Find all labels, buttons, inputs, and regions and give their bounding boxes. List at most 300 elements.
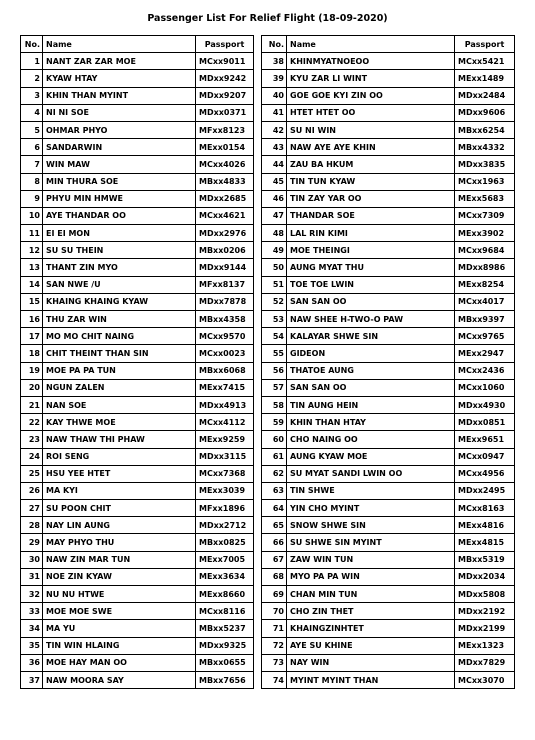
passenger-name: NAN SOE (43, 396, 196, 413)
table-row (262, 671, 515, 688)
table-row (21, 70, 254, 87)
passenger-number: 62 (262, 465, 287, 482)
passenger-name: MYO PA PA WIN (287, 568, 455, 585)
table-row (262, 637, 515, 654)
table-row (262, 225, 515, 242)
passport-number: MExx3902 (455, 225, 515, 242)
table-row (262, 396, 515, 413)
passenger-table-left (20, 35, 254, 689)
header-passport: Passport (455, 36, 515, 53)
passenger-number: 26 (21, 482, 43, 499)
passenger-name: NAY LIN AUNG (43, 517, 196, 534)
table-row (21, 259, 254, 276)
passenger-number: 44 (262, 156, 287, 173)
table-row (21, 345, 254, 362)
passenger-number: 25 (21, 465, 43, 482)
passport-number: MDxx4913 (196, 396, 254, 413)
passport-number: MCxx9684 (455, 242, 515, 259)
header-name: Name (43, 36, 196, 53)
passport-number: MExx9651 (455, 431, 515, 448)
passport-number: MBxx7656 (196, 671, 254, 688)
passenger-number: 65 (262, 517, 287, 534)
passenger-name: NAW SHEE H-TWO-O PAW (287, 311, 455, 328)
table-row (21, 242, 254, 259)
passport-number: MBxx4833 (196, 173, 254, 190)
passenger-number: 35 (21, 637, 43, 654)
table-row (262, 70, 515, 87)
passenger-name: KHIN THAN HTAY (287, 414, 455, 431)
passenger-name: CHO NAING OO (287, 431, 455, 448)
passport-number: MCxx4621 (196, 207, 254, 224)
passenger-name: CHO ZIN THET (287, 603, 455, 620)
passport-number: MCxx4112 (196, 414, 254, 431)
passenger-name: KHAINGZINHTET (287, 620, 455, 637)
passenger-number: 52 (262, 293, 287, 310)
passenger-name: ROI SENG (43, 448, 196, 465)
passenger-name: HTET HTET OO (287, 104, 455, 121)
table-row (262, 586, 515, 603)
passenger-number: 43 (262, 139, 287, 156)
table-row (21, 121, 254, 138)
passport-number: MBxx4332 (455, 139, 515, 156)
table-row (21, 431, 254, 448)
passenger-name: KHIN THAN MYINT (43, 87, 196, 104)
table-row (21, 156, 254, 173)
passenger-name: OHMAR PHYO (43, 121, 196, 138)
table-row (21, 293, 254, 310)
passport-number: MCxx3070 (455, 671, 515, 688)
passport-number: MDxx9144 (196, 259, 254, 276)
passenger-number: 59 (262, 414, 287, 431)
document-title: Passenger List For Relief Flight (18-09-2020) (147, 13, 388, 24)
passport-number: MExx8254 (455, 276, 515, 293)
passport-number: MExx1489 (455, 70, 515, 87)
passport-number: MDxx5808 (455, 586, 515, 603)
table-row (21, 190, 254, 207)
table-row (262, 190, 515, 207)
passenger-number: 28 (21, 517, 43, 534)
passenger-name: HSU YEE HTET (43, 465, 196, 482)
passenger-number: 53 (262, 311, 287, 328)
table-row (262, 259, 515, 276)
passport-number: MBxx0825 (196, 534, 254, 551)
passenger-name: TIN AUNG HEIN (287, 396, 455, 413)
table-row (21, 276, 254, 293)
passenger-name: MOE PA PA TUN (43, 362, 196, 379)
table-row (262, 121, 515, 138)
passport-number: MCxx1060 (455, 379, 515, 396)
header-no: No. (21, 36, 43, 53)
passenger-number: 73 (262, 654, 287, 671)
passport-number: MDxx4930 (455, 396, 515, 413)
passport-number: MBxx6254 (455, 121, 515, 138)
table-row (21, 517, 254, 534)
table-row (262, 276, 515, 293)
passport-number: MDxx3115 (196, 448, 254, 465)
passenger-number: 38 (262, 53, 287, 70)
passport-number: MExx9259 (196, 431, 254, 448)
passenger-name: THANT ZIN MYO (43, 259, 196, 276)
passport-number: MBxx9397 (455, 311, 515, 328)
table-row (21, 225, 254, 242)
table-row (262, 242, 515, 259)
table-row (262, 534, 515, 551)
passenger-name: EI EI MON (43, 225, 196, 242)
passport-number: MDxx9606 (455, 104, 515, 121)
table-row (21, 500, 254, 517)
table-row (21, 104, 254, 121)
passport-number: MDxx3835 (455, 156, 515, 173)
passport-number: MExx0154 (196, 139, 254, 156)
passenger-name: NOE ZIN KYAW (43, 568, 196, 585)
passport-number: MExx8660 (196, 586, 254, 603)
passenger-name: SAN NWE /U (43, 276, 196, 293)
table-row (262, 379, 515, 396)
passport-number: MCxx4026 (196, 156, 254, 173)
passenger-number: 21 (21, 396, 43, 413)
passport-number: MExx3634 (196, 568, 254, 585)
passenger-number: 9 (21, 190, 43, 207)
passenger-number: 54 (262, 328, 287, 345)
table-row (262, 345, 515, 362)
passenger-number: 34 (21, 620, 43, 637)
passport-number: MBxx6068 (196, 362, 254, 379)
passport-number: MBxx5237 (196, 620, 254, 637)
passenger-name: TOE TOE LWIN (287, 276, 455, 293)
table-row (262, 139, 515, 156)
passenger-name: NAW ZIN MAR TUN (43, 551, 196, 568)
passport-number: MDxx2199 (455, 620, 515, 637)
table-row (262, 448, 515, 465)
passenger-name: CHAN MIN TUN (287, 586, 455, 603)
passenger-number: 64 (262, 500, 287, 517)
table-row (21, 568, 254, 585)
passport-number: MFxx8137 (196, 276, 254, 293)
passenger-number: 50 (262, 259, 287, 276)
table-row (262, 500, 515, 517)
table-row (21, 482, 254, 499)
passenger-number: 47 (262, 207, 287, 224)
passenger-number: 70 (262, 603, 287, 620)
passport-number: MExx2947 (455, 345, 515, 362)
passenger-number: 22 (21, 414, 43, 431)
passenger-name: KHINMYATNOEOO (287, 53, 455, 70)
table-row (262, 104, 515, 121)
table-row (21, 654, 254, 671)
passenger-number: 36 (21, 654, 43, 671)
passenger-number: 23 (21, 431, 43, 448)
passenger-number: 51 (262, 276, 287, 293)
passenger-number: 15 (21, 293, 43, 310)
passenger-name: AUNG KYAW MOE (287, 448, 455, 465)
passenger-name: AYE SU KHINE (287, 637, 455, 654)
passenger-number: 72 (262, 637, 287, 654)
passport-number: MDxx9207 (196, 87, 254, 104)
passenger-name: AUNG MYAT THU (287, 259, 455, 276)
passenger-number: 31 (21, 568, 43, 585)
passenger-number: 61 (262, 448, 287, 465)
table-row (21, 465, 254, 482)
passenger-number: 2 (21, 70, 43, 87)
passenger-number: 13 (21, 259, 43, 276)
passport-number: MDxx7829 (455, 654, 515, 671)
passenger-number: 10 (21, 207, 43, 224)
table-row (262, 328, 515, 345)
passport-number: MExx4815 (455, 534, 515, 551)
table-row (262, 654, 515, 671)
passport-number: MCxx8163 (455, 500, 515, 517)
table-row (262, 156, 515, 173)
table-row (21, 586, 254, 603)
passenger-number: 56 (262, 362, 287, 379)
passport-number: MCxx0023 (196, 345, 254, 362)
table-row (21, 379, 254, 396)
passenger-name: SU NI WIN (287, 121, 455, 138)
passport-number: MDxx2712 (196, 517, 254, 534)
passport-number: MExx5683 (455, 190, 515, 207)
passenger-number: 37 (21, 671, 43, 688)
passenger-number: 18 (21, 345, 43, 362)
table-row (21, 139, 254, 156)
passenger-name: KALAYAR SHWE SIN (287, 328, 455, 345)
passenger-number: 58 (262, 396, 287, 413)
passport-number: MDxx9242 (196, 70, 254, 87)
passport-number: MCxx8116 (196, 603, 254, 620)
passenger-name: NGUN ZALEN (43, 379, 196, 396)
passport-number: MBxx0206 (196, 242, 254, 259)
passenger-name: TIN TUN KYAW (287, 173, 455, 190)
passenger-number: 4 (21, 104, 43, 121)
passport-number: MDxx2484 (455, 87, 515, 104)
passenger-name: THANDAR SOE (287, 207, 455, 224)
passenger-name: TIN SHWE (287, 482, 455, 499)
table-row (262, 482, 515, 499)
passenger-name: KYU ZAR LI WINT (287, 70, 455, 87)
passport-number: MExx4816 (455, 517, 515, 534)
passenger-name: SNOW SHWE SIN (287, 517, 455, 534)
passport-number: MExx7005 (196, 551, 254, 568)
table-row (21, 551, 254, 568)
passenger-number: 1 (21, 53, 43, 70)
passenger-number: 69 (262, 586, 287, 603)
passenger-name: SU SU THEIN (43, 242, 196, 259)
table-row (21, 620, 254, 637)
passenger-name: MYINT MYINT THAN (287, 671, 455, 688)
passenger-name: TIN ZAY YAR OO (287, 190, 455, 207)
passenger-name: NAW MOORA SAY (43, 671, 196, 688)
passport-number: MExx3039 (196, 482, 254, 499)
passenger-name: MOE HAY MAN OO (43, 654, 196, 671)
table-row (21, 87, 254, 104)
passenger-name: SU POON CHIT (43, 500, 196, 517)
table-row (21, 311, 254, 328)
passenger-number: 71 (262, 620, 287, 637)
passenger-number: 39 (262, 70, 287, 87)
passenger-number: 12 (21, 242, 43, 259)
passenger-number: 74 (262, 671, 287, 688)
passenger-name: MAY PHYO THU (43, 534, 196, 551)
passenger-name: THU ZAR WIN (43, 311, 196, 328)
passport-number: MCxx4956 (455, 465, 515, 482)
passenger-name: CHIT THEINT THAN SIN (43, 345, 196, 362)
passenger-number: 24 (21, 448, 43, 465)
passenger-name: THATOE AUNG (287, 362, 455, 379)
passenger-number: 67 (262, 551, 287, 568)
passport-number: MCxx5421 (455, 53, 515, 70)
header-name: Name (287, 36, 455, 53)
passenger-name: YIN CHO MYINT (287, 500, 455, 517)
header-no: No. (262, 36, 287, 53)
passport-number: MDxx2192 (455, 603, 515, 620)
passenger-name: MA KYI (43, 482, 196, 499)
passenger-number: 6 (21, 139, 43, 156)
passenger-number: 30 (21, 551, 43, 568)
passenger-name: AYE THANDAR OO (43, 207, 196, 224)
passenger-number: 63 (262, 482, 287, 499)
passenger-name: MO MO CHIT NAING (43, 328, 196, 345)
passport-number: MDxx2495 (455, 482, 515, 499)
passport-number: MDxx8986 (455, 259, 515, 276)
passport-number: MDxx0851 (455, 414, 515, 431)
passenger-number: 49 (262, 242, 287, 259)
passenger-name: WIN MAW (43, 156, 196, 173)
passport-number: MBxx4358 (196, 311, 254, 328)
table-row (262, 173, 515, 190)
passenger-number: 48 (262, 225, 287, 242)
passenger-number: 60 (262, 431, 287, 448)
passenger-name: MIN THURA SOE (43, 173, 196, 190)
table-row (262, 293, 515, 310)
passport-number: MDxx2976 (196, 225, 254, 242)
passenger-name: SU MYAT SANDI LWIN OO (287, 465, 455, 482)
passenger-name: NAW THAW THI PHAW (43, 431, 196, 448)
passenger-number: 41 (262, 104, 287, 121)
table-row (262, 568, 515, 585)
passenger-number: 68 (262, 568, 287, 585)
passenger-name: MA YU (43, 620, 196, 637)
passenger-name: KHAING KHAING KYAW (43, 293, 196, 310)
table-row (21, 53, 254, 70)
passport-number: MFxx1896 (196, 500, 254, 517)
table-row (262, 603, 515, 620)
passenger-name: SAN SAN OO (287, 293, 455, 310)
table-row (262, 53, 515, 70)
passenger-number: 19 (21, 362, 43, 379)
passport-number: MExx7415 (196, 379, 254, 396)
table-row (21, 637, 254, 654)
table-row (262, 362, 515, 379)
passenger-name: NI NI SOE (43, 104, 196, 121)
passenger-number: 42 (262, 121, 287, 138)
passenger-name: TIN WIN HLAING (43, 637, 196, 654)
passport-number: MCxx4017 (455, 293, 515, 310)
table-row (262, 517, 515, 534)
passport-number: MDxx7878 (196, 293, 254, 310)
passport-number: MCxx9570 (196, 328, 254, 345)
table-row (21, 671, 254, 688)
table-header-row (21, 36, 254, 53)
passenger-name: ZAW WIN TUN (287, 551, 455, 568)
passenger-number: 8 (21, 173, 43, 190)
table-row (262, 620, 515, 637)
passenger-name: GIDEON (287, 345, 455, 362)
passport-number: MDxx2685 (196, 190, 254, 207)
header-passport: Passport (196, 36, 254, 53)
table-row (21, 414, 254, 431)
passenger-number: 7 (21, 156, 43, 173)
passport-number: MCxx7368 (196, 465, 254, 482)
table-row (262, 431, 515, 448)
passenger-name: SU SHWE SIN MYINT (287, 534, 455, 551)
passenger-number: 55 (262, 345, 287, 362)
passport-number: MCxx0947 (455, 448, 515, 465)
passenger-number: 32 (21, 586, 43, 603)
passport-number: MCxx1963 (455, 173, 515, 190)
passenger-number: 20 (21, 379, 43, 396)
passenger-name: NAW AYE AYE KHIN (287, 139, 455, 156)
passport-number: MCxx9765 (455, 328, 515, 345)
table-row (21, 173, 254, 190)
passport-number: MDxx2034 (455, 568, 515, 585)
passenger-number: 16 (21, 311, 43, 328)
table-row (21, 207, 254, 224)
passenger-name: NANT ZAR ZAR MOE (43, 53, 196, 70)
passenger-number: 27 (21, 500, 43, 517)
passenger-table-right (261, 35, 515, 689)
passenger-number: 3 (21, 87, 43, 104)
passenger-name: ZAU BA HKUM (287, 156, 455, 173)
table-row (262, 311, 515, 328)
table-row (262, 87, 515, 104)
passenger-number: 29 (21, 534, 43, 551)
passenger-name: KYAW HTAY (43, 70, 196, 87)
passenger-name: SAN SAN OO (287, 379, 455, 396)
passport-number: MBxx0655 (196, 654, 254, 671)
passenger-name: LAL RIN KIMI (287, 225, 455, 242)
passenger-name: GOE GOE KYI ZIN OO (287, 87, 455, 104)
passenger-name: MOE MOE SWE (43, 603, 196, 620)
table-row (21, 396, 254, 413)
passenger-number: 17 (21, 328, 43, 345)
passenger-number: 33 (21, 603, 43, 620)
passenger-name: NAY WIN (287, 654, 455, 671)
passenger-number: 5 (21, 121, 43, 138)
passport-number: MDxx0371 (196, 104, 254, 121)
passenger-name: SANDARWIN (43, 139, 196, 156)
table-row (262, 207, 515, 224)
passenger-name: MOE THEINGI (287, 242, 455, 259)
passenger-number: 46 (262, 190, 287, 207)
passport-number: MDxx9325 (196, 637, 254, 654)
passport-number: MBxx5319 (455, 551, 515, 568)
table-row (262, 414, 515, 431)
table-row (262, 465, 515, 482)
passenger-number: 57 (262, 379, 287, 396)
table-row (21, 448, 254, 465)
passenger-number: 40 (262, 87, 287, 104)
table-header-row (262, 36, 515, 53)
passenger-number: 11 (21, 225, 43, 242)
table-row (262, 551, 515, 568)
passport-number: MCxx2436 (455, 362, 515, 379)
table-row (21, 328, 254, 345)
passport-number: MExx1323 (455, 637, 515, 654)
passenger-number: 66 (262, 534, 287, 551)
passenger-number: 45 (262, 173, 287, 190)
passport-number: MCxx7309 (455, 207, 515, 224)
passenger-name: PHYU MIN HMWE (43, 190, 196, 207)
table-row (21, 362, 254, 379)
